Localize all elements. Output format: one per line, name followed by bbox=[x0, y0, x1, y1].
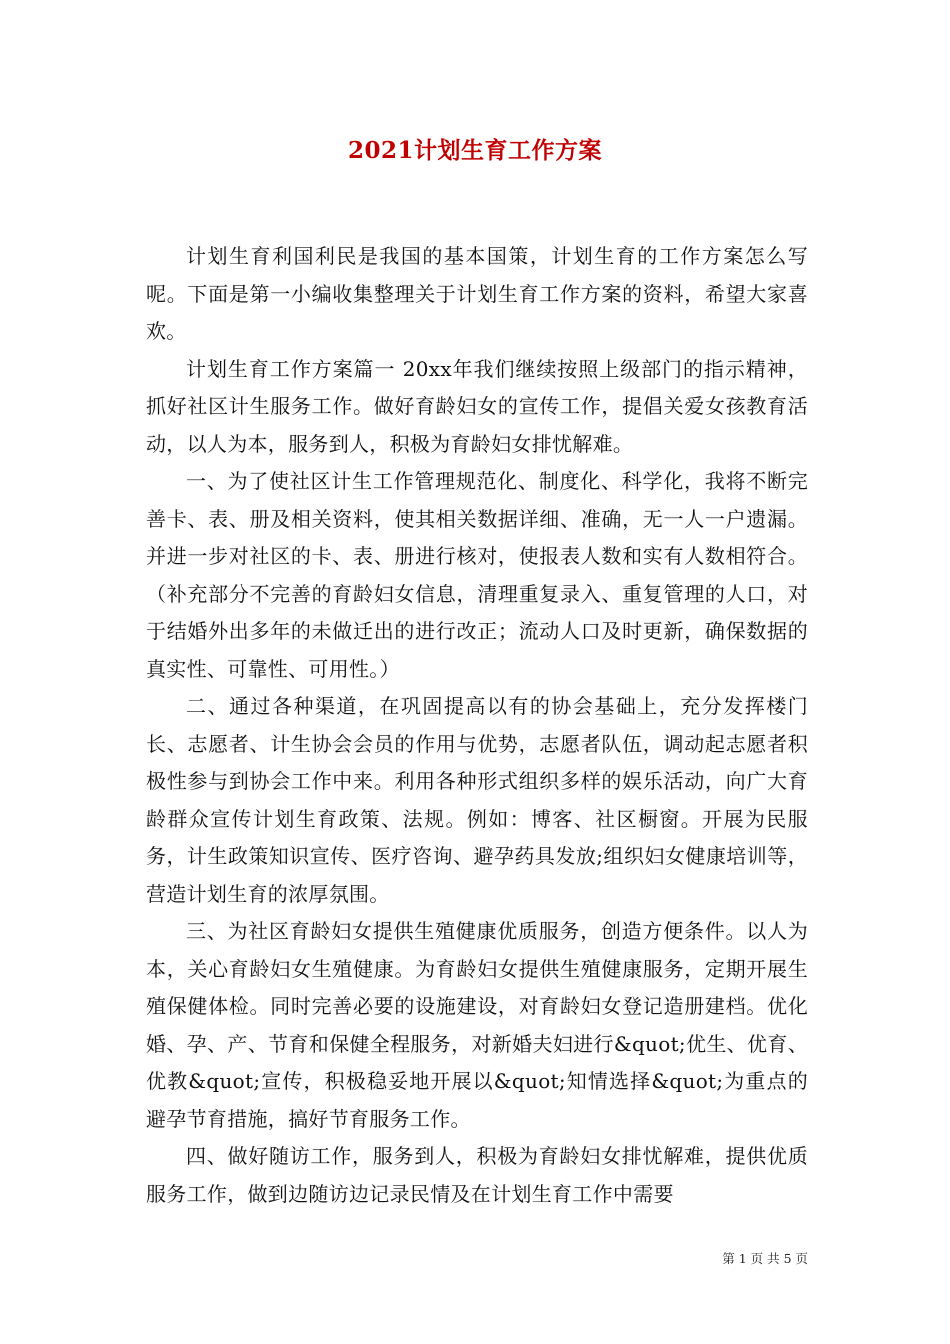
paragraph-section-two: 二、通过各种渠道，在巩固提高以有的协会基础上，充分发挥楼门长、志愿者、计生协会会员的作用与优势，志愿者队伍，调动起志愿者积极性参与到协会工作中来。利用各种形式组织多样的娱乐活动，向广大育龄群众宣传计划生育政策、法规。例如：博客、社区橱窗。开展为民服务，计生政策知识宣传、医疗咨询、避孕药具发放;组织妇女健康培训等，营造计划生育的浓厚氛围。 bbox=[146, 694, 808, 906]
paragraph-plan-one: 计划生育工作方案篇一 20xx年我们继续按照上级部门的指示精神，抓好社区计生服务工作。做好育龄妇女的宣传工作，提倡关爱女孩教育活动，以人为本，服务到人，积极为育龄妇女排忧解难。 bbox=[146, 356, 808, 456]
paragraph-section-one: 一、为了使社区计生工作管理规范化、制度化、科学化，我将不断完善卡、表、册及相关资料，使其相关数据详细、准确，无一人一户遗漏。并进一步对社区的卡、表、册进行核对，使报表人数和实有人数相符合。（补充部分不完善的育龄妇女信息，清理重复录入、重复管理的人口，对于结婚外出多年的未做迁出的进行改正；流动人口及时更新，确保数据的真实性、可靠性、可用性。） bbox=[146, 469, 808, 681]
document-body bbox=[146, 238, 808, 1213]
page-number: 第 1 页 共 5 页 bbox=[722, 1251, 808, 1266]
paragraph-intro: 计划生育利国利民是我国的基本国策，计划生育的工作方案怎么写呢。下面是第一小编收集整理关于计划生育工作方案的资料，希望大家喜欢。 bbox=[146, 244, 808, 343]
document-title: 2021计划生育工作方案 bbox=[347, 137, 602, 164]
paragraph-section-three: 三、为社区育龄妇女提供生殖健康优质服务，创造方便条件。以人为本，关心育龄妇女生殖健康。为育龄妇女提供生殖健康服务，定期开展生殖保健体检。同时完善必要的设施建设，对育龄妇女登记造册建档。优化婚、孕、产、节育和保健全程服务，对新婚夫妇进行&quot;优生、优育、优教&quot;宣传，积极稳妥地开展以&quot;知情选择&quot;为重点的避孕节育措施，搞好节育服务工作。 bbox=[146, 919, 808, 1131]
paragraph-section-four: 四、做好随访工作，服务到人，积极为育龄妇女排忧解难，提供优质服务工作，做到边随访边记录民情及在计划生育工作中需要 bbox=[146, 1144, 808, 1206]
